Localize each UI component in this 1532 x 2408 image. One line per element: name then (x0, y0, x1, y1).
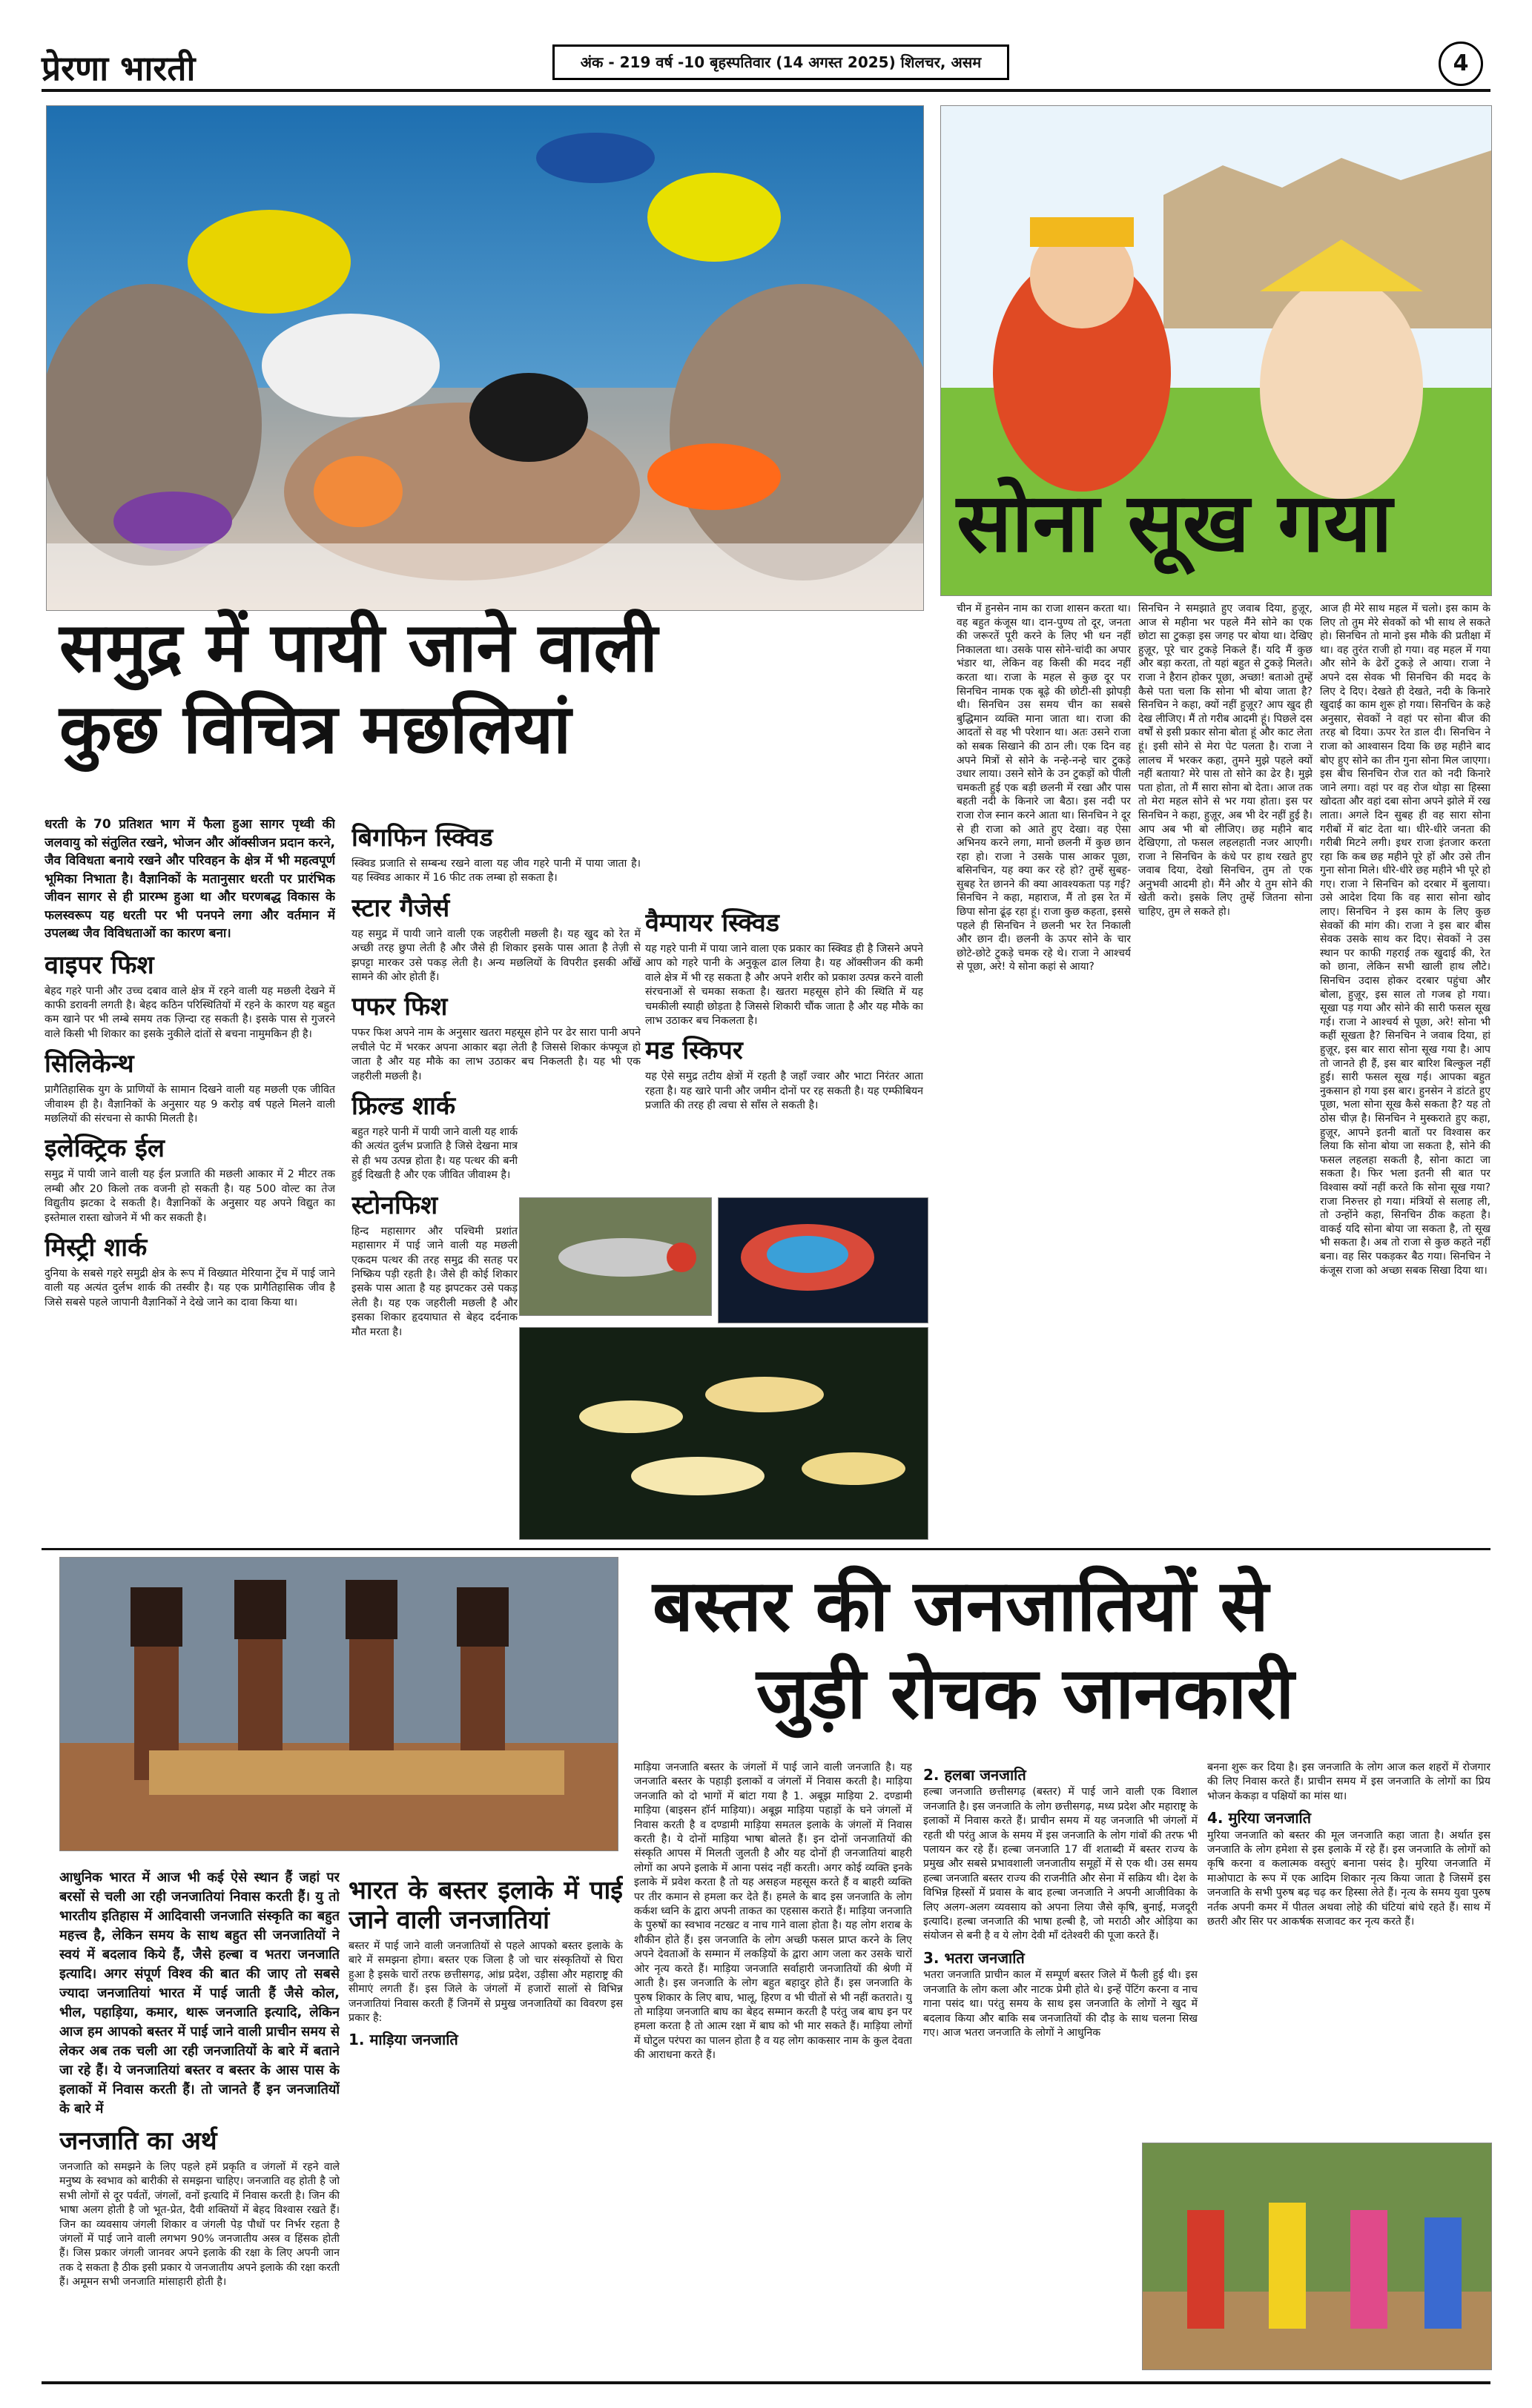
bastar-body: मुरिया जनजाति को बस्तर की मूल जनजाति कहा जाता है। अर्थात इस जनजाति के लोग हमेशा से इस इलाके में रहे हैं। इस जनजाति के लोगों को कृषि करना व कलात्मक वस्तुएं बनाना पसंद है। मुरिया जनजाति में माओपाटा के रूप में एक आदिम शिकार नृत्य किया जाता है जिसमें इस जनजाति के सभी पुरुष बढ़ चढ़ कर हिस्सा लेते हैं। नृत्य के समय युवा पुरुष नर्तक अपनी कमर में पीतल अथवा लोहे की घंटियां बांधे रहते हैं। साथ में छतरी और सिर पर आकर्षक सजावट कर नृत्य करते हैं। (1207, 1829, 1490, 1928)
gold-body: सिनचिन ने समझाते हुए जवाब दिया, हुज़ूर, आज से महीना भर पहले मैंने सोने का एक छोटा सा टुकड़ा इस जगह पर बोया था। देखिए हुज़ूर, पूरे चार टुकड़े निकले हैं। यदि मैं कुछ और बड़ा करता, तो यहां बहुत से टुकड़े मिलते। राजा ने हैरान होकर पूछा, अच्छा! बताओ तुम्हें कैसे पता चला कि सोना भी बोया जाता है? सिनचिन ने कहा, क्यों नहीं हुज़ूर? आप खुद ही देख लीजिए। मैं तो गरीब आदमी हूं। पिछले दस वर्षों से इसी प्रकार सोना बोता हूं और काट लेता हूं। इसी सोने से मेरा पेट पलता है। राजा ने लालच में भरकर कहा, तुमने मुझे पहले क्यों नहीं बताया? मेरे पास तो सोने का ढेर है। मुझे पता होता, तो मैं सारा सोना बो देता। आज तक तो मेरा महल सोने से भर गया होता। इस पर सिनचिन ने कहा, हुज़ूर, अब भी देर नहीं हुई है। आप अब भी बो लीजिए। छह महीने बाद देखिएगा, तो फसल लहलहाती नजर आएगी। राजा ने सिनचिन के कंधे पर हाथ रखते हुए जवाब दिया, देखो सिनचिन, तुम तो एक अनुभवी आदमी हो। मैंने और ये तुम सोने की खेती करो। इसके लिए तुम्हें जितना सोना चाहिए, तुम ले सकते हो। (1138, 603, 1313, 919)
fish-headline-line1: समुद्र में पायी जाने वाली (59, 608, 658, 687)
fish-section-title: मिस्ट्री शार्क (44, 1232, 148, 1263)
aquarium-illustration (47, 106, 923, 610)
fish-section-title: इलेक्ट्रिक ईल (44, 1134, 165, 1164)
spacer (645, 901, 923, 902)
tribal-dance-photo (59, 1557, 618, 1851)
tribal-festival-illustration (1143, 2143, 1491, 2369)
fish-section-body: यह गहरे पानी में पाया जाने वाला एक प्रकार का स्क्विड ही है जिसने अपने आप को गहरे पानी के अनुकूल ढाल लिया है। यह ऑक्सीजन की कमी वाले क्षेत्र में भी रह सकता है और अपने शरीर को प्रकाश उत्पन्न करने वाली संरचनाओं से चमका सकता है। खतरा महसूस होने की स्थिति में यह चमकीली स्याही छोड़ता है जिससे शिकारी चौंक जाता है और यह मौके का लाभ उठाकर बच निकलता है। (645, 943, 923, 1028)
fish-section-body: हिन्द महासागर और पश्चिमी प्रशांत महासागर में पाई जाने वाली यह मछली एकदम पत्थर की तरह समुद्र की सतह पर निष्क्रिय पड़ी रहती है। जैसे ही कोई शिकार इसके पास आता है यह झपटकर उसे पकड़ लेती है। यह एक जहरीली मछली है और इसका शिकार हृदयाघात से बेहद दर्दनाक मौत मरता है। (351, 1225, 518, 1338)
bastar-body: भतरा जनजाति प्राचीन काल में सम्पूर्ण बस्तर जिले में फैली हुई थी। इस जनजाति के लोग कला और नाटक प्रेमी होते थे। इन्हें पेंटिंग करना व नाच गाना पसंद था। परंतु समय के साथ इस जनजाति के लोगों ने खुद में बदलाव किया और बाकि सब जनजातियों की दौड़ के साथ चलना सिख गए। आज भतरा जनजाति के लोगों ने आधुनिक (923, 1969, 1198, 2039)
bastar-column-3 (634, 1761, 912, 2372)
aquarium-photo (46, 105, 924, 611)
spacer-2 (645, 1053, 923, 1054)
fish-section-title: फ्रिल्ड शार्क (351, 1091, 456, 1122)
fish-section-title: बिगफिन स्क्विड (351, 823, 493, 853)
bastar-body: जनजाति को समझने के लिए पहले हमें प्रकृति व जंगलों में रहने वाले मनुष्य के स्वभाव को बारीकी से समझना चाहिए। जनजाति वह होती है जो सभी लोगों से दूर पर्वतों, जंगलों, वनों इत्यादि में निवास करती है। जिन की भाषा अलग होती है जो भूत-प्रेत, दैवी शक्तियों में बेहद विश्वास रखते हैं। जिन का व्यवसाय जंगली शिकार व जंगली पेड़ पौधों पर निर्भर रहता है जंगलों में पाई जाने वाली लगभग 90% जनजातीय अस्त्र व हिंसक होती हैं। जिस प्रकार जंगली जानवर अपने इलाके की रक्षा के लिए अपनी जान तक दे सकता है ठीक इसी प्रकार ये जनजातीय अपने इलाके की रक्षा करती हैं। अमूमन सभी जनजाति मांसाहारी होती है। (59, 2161, 340, 2289)
fish-section-title: मड स्किपर (645, 1036, 743, 1066)
fish-photo-2 (718, 1197, 928, 1323)
fish-section-body: प्रागैतिहासिक युग के प्राणियों के सामान दिखने वाली यह मछली एक जीवित जीवाश्म ही है। वैज्ञानिकों के अनुसार यह 9 करोड़ वर्ष पहले मिलने वाली मछलियों की संरचना से काफी मिलती है। (44, 1084, 335, 1125)
fish-photo-3-illustration (520, 1328, 928, 1539)
halba-heading: 2. हलबा जनजाति (923, 1766, 1026, 1784)
fish-photo-1 (519, 1197, 712, 1316)
fish-section-title: स्टोनफिश (351, 1190, 438, 1220)
bastar-headline-line1: बस्तर की जनजातियों से (653, 1564, 1269, 1647)
bastar-column-2 (349, 1868, 623, 2372)
fish-section-body: स्क्विड प्रजाति से सम्बन्ध रखने वाला यह जीव गहरे पानी में पाया जाता है। यह स्क्विड आकार में 16 फीट तक लम्बा हो सकता है। (351, 858, 641, 884)
fish-photo-2-illustration (719, 1198, 928, 1323)
gold-column-2 (1138, 602, 1313, 1540)
fish-section-title: सिलिकेन्थ (44, 1049, 134, 1079)
bastar-subhead: भारत के बस्तर इलाके में पाई जाने वाली जनजातियां (349, 1876, 623, 1935)
fish-headline-line2: कुछ विचित्र मछलियां (59, 689, 572, 769)
gold-body: चीन में हुनसेन नाम का राजा शासन करता था। वह बहुत कंजूस था। दान-पुण्य तो दूर, जनता की जरूरतें पूरी करने के लिए भी धन नहीं निकालता था। उसके पास सोने-चांदी का अपार भंडार था, लेकिन वह किसी की मदद नहीं करता था। राजा के महल से कुछ दूर पर सिनचिन नामक एक बूढ़े की छोटी-सी झोपड़ी थी। सिनचिन उस समय चीन का सबसे बुद्धिमान व्यक्ति माना जाता था। राजा की आदतों से वह भी परेशान था। अतः उसने राजा को सबक सिखाने की ठान ली। एक दिन वह अपने मित्रों से सोने के नन्हे-नन्हे चार टुकड़े उधार लाया। उसने सोने के उन टुकड़ों को पीली चमकती हुई एक बड़ी छलनी में रखा और पास बहती नदी के किनारे जा बैठा। इस नदी पर राजा रोज स्नान करने आता था। सिनचिन ने दूर से ही राजा को आते हुए देखा। वह ऐसा अभिनय करने लगा, मानो छलनी में कुछ छान रहा हो। राजा ने उसके पास आकर पूछा, बसिनचिन, यह क्या कर रहे हो? तुम्हें सुबह-सुबह रेत छानने की क्या आवश्यकता पड़ गई? सिनचिन ने कहा, महाराज, मैं तो इस रेत में छिपा सोना ढूंढ़ रहा हूं। राजा कुछ कहता, इससे पहले ही सिनचिन ने छलनी भर रेत निकाली और छान दी। छलनी के ऊपर सोने के चार छोटे-छोटे टुकड़े चमक रहे थे। राजा ने आश्चर्य से पूछा, अरे! ये सोना कहां से आया? (957, 603, 1131, 973)
bastar-body: हल्बा जनजाति छत्तीसगढ़ (बस्तर) में पाई जाने वाली एक विशाल जनजाति है। इस जनजाति के लोग छत्तीसगढ़, मध्य प्रदेश और महाराष्ट्र के इलाकों में निवास करते हैं। प्राचीन समय में यह जनजाति भी जंगलों में रहती थी परंतु आज के समय में इस जनजाति के लोग गांवों की तरफ भी पलायन कर रहे हैं। हल्बा जनजाति 17 वीं शताब्दी में बस्तर राज्य के प्रमुख और सबसे प्रभावशाली जनजातीय समूहों में से एक थी। उस समय हल्बा जनजाति बस्तर राज्य की राजनीति और सेना में सक्रिय थी। देश के विभिन्न हिस्सों में प्रवास के बाद हल्बा जनजाति ने अपनी आजीविका के लिए अलग-अलग व्यवसाय को अपना लिया जैसे कृषि, बुनाई, मजदूरी इत्यादि। हल्बा जनजाति की भाषा हल्बी है, जो मराठी और ओड़िया का संयोजन से बनी है व ये लोग देवी माँ दंतेश्वरी की पूजा करते हैं। (923, 1786, 1198, 1942)
bastar-column-1 (59, 1868, 340, 2372)
section-divider (42, 1548, 1490, 1550)
bastar-lead: आधुनिक भारत में आज भी कई ऐसे स्थान हैं जहां पर बरसों से चली आ रही जनजातियां निवास करती हैं। यु तो भारतीय इतिहास में आदिवासी जनजाति संस्कृति का बहुत महत्त्व है, लेकिन समय के साथ बहुत सी जनजातियों ने स्वयं में बदलाव किये हैं, जैसे हल्बा व भतरा जनजाति इत्यादि। अगर संपूर्ण विश्व की बात की जाए तो सबसे ज्यादा जनजातियां भारत में पाई जाती हैं जैसे कोल, भील, पहाड़िया, कमार, थारू जनजाति इत्यादि, लेकिन आज हम आपको बस्तर में पाई जाने वाली प्राचीन समय से लेकर अब तक चली आ रही जनजातियों के बारे में बताने जा रहे हैं। ये जनजातियां बस्तर व बस्तर के आस पास के इलाकों में निवास करती हैं। तो जानते हैं इन जनजातियों के बारे में (59, 1870, 340, 2117)
fish-section-title: स्टार गैजेर्स (351, 893, 450, 923)
issue-info: अंक - 219 वर्ष -10 बृहस्पतिवार (14 अगस्त 2025) शिलचर, असम (552, 44, 1009, 80)
fish-section-body: समुद्र में पायी जाने वाली यह ईल प्रजाति की मछली आकार में 2 मीटर तक लम्बी और 20 किलो तक वजनी हो सकती है। यह 500 वोल्ट का तेज विद्युतीय झटका दे सकती है। वैज्ञानिकों के अनुसार यह अपने विद्युत का इस्तेमाल रास्ता खोजने में भी कर सकती है। (44, 1168, 335, 1224)
gold-body: आज ही मेरे साथ महल में चलो। इस काम के लिए तो तुम मेरे सेवकों को भी साथ ले सकते हो। सिनचिन तो मानो इस मौके की प्रतीक्षा में था। वह तुरंत राजी हो गया। वह महल में गया और सोने के ढेरों टुकड़े ले आया। राजा ने अपने दस सेवक भी सिनचिन की मदद के लिए दे दिए। देखते ही देखते, नदी के किनारे खुदाई का काम शुरू हो गया। सिनचिन के कहे अनुसार, सेवकों ने वहां पर सोना बीज की तरह बो दिया। ऊपर रेत डाल दी। सिनचिन ने राजा को आश्वासन दिया कि छह महीने बाद बोए हुए सोने का तीन गुना सोना मिल जाएगा। इस बीच सिनचिन रोज रात को नदी किनारे जाने लगा। वहां पर वह रोज थोड़ा सा हिस्सा खोदता और वहां दबा सोना अपने झोले में रख लाता। अगले दिन सुबह ही वह सारा सोना गरीबों में बांट देता था। धीरे-धीरे जनता की गरीबी मिटने लगी। इधर राजा इंतजार करता रहा कि कब छह महीने पूरे हों और उसे तीन गुना सोना मिले। धीरे-धीरे छह महीने भी पूरे हो गए। राजा ने सिनचिन को दरबार में बुलाया। उसे आदेश दिया कि वह सारा सोना खोद लाए। सिनचिन ने इस काम के लिए कुछ सेवकों की मांग की। राजा ने इस बार बीस सेवक उसके साथ कर दिए। सेवकों ने उस स्थान पर काफी गहराई तक खुदाई की, रेत को छाना, लेकिन सभी खाली हाथ लौटे। सिनचिन उदास होकर दरबार पहुंचा और बोला, हुज़ूर, इस साल तो गजब हो गया। सूखा पड़ गया और सोने की सारी फसल सूख गई। राजा ने आश्चर्य से पूछा, अरे! सोना भी कहीं सूखता है? सिनचिन ने जवाब दिया, हां हुज़ूर, इस बार सारा सोना सूख गया है। आप तो जानते ही हैं, इस बार बारिश बिल्कुल नहीं हुई। सारी फसल सूख गई। आपका बहुत नुकसान हो गया इस बार। हुनसेन ने डांटते हुए पूछा, भला सोना सूख कैसे सकता है? यह तो ठोस चीज़ है। सिनचिन ने मुस्कराते हुए कहा, हुज़ूर, आपने इतनी बातों पर विश्वास कर लिया कि सोना बोया जा सकता है, सोने की फसल लहलहा सकती है, सोना काटा जा सकता है। फिर भला इतनी सी बात पर विश्वास क्यों नहीं करते कि सोना सूख गया? राजा निरुत्तर हो गया। मंत्रियों से सलाह ली, तो उन्होंने कहा, सिनचिन ठीक कहता है। वाकई यदि सोना बोया जा सकता है, तो सूख भी सकता है। अब तो राजा से कुछ कहते नहीं बना। वह सिर पकड़कर बैठ गया। सिनचिन ने कंजूस राजा को अच्छा सबक सिखा दिया था। (1320, 603, 1490, 1277)
masthead-rule (42, 89, 1490, 92)
bastar-headline-line2: जुड़ी रोचक जानकारी (756, 1652, 1295, 1735)
fish-section-body: पफर फिश अपने नाम के अनुसार खतरा महसूस होने पर ढेर सारा पानी अपने लचीले पेट में भरकर अपना आकार बढ़ा लेती है जिससे शिकार कंफ्यूज हो जाता है और यह मौके का लाभ उठाकर बच निकलती है। यह भी एक जहरीली मछली है। (351, 1027, 641, 1082)
fish-section-title: पफर फिश (351, 992, 448, 1022)
footer-rule (42, 2381, 1490, 2384)
newspaper-title: प्रेरणा भारती (42, 48, 196, 88)
page-number: 4 (1439, 42, 1483, 86)
muriya-heading: 4. मुरिया जनजाति (1207, 1809, 1312, 1828)
bhatra-heading: 3. भतरा जनजाति (923, 1948, 1025, 1967)
fish-section-body: यह ऐसे समुद्र तटीय क्षेत्रों में रहती है जहाँ ज्वार और भाटा निरंतर आता रहता है। यह खारे पानी और जमीन दोनों पर रह सकती है। यह एम्फीबियन प्रजाति की तरह ही त्वचा से साँस ले सकती है। (645, 1071, 923, 1112)
fish-section-title: वैम्पायर स्क्विड (645, 908, 779, 938)
fish-section-title: वाइपर फिश (44, 950, 154, 980)
madiya-heading: 1. माड़िया जनजाति (349, 2031, 458, 2049)
gold-column-1 (957, 602, 1131, 1540)
bastar-body: बनना शुरू कर दिया है। इस जनजाति के लोग आज कल शहरों में रोजगार की लिए निवास करते हैं। प्राचीन समय में इस जनजाति के लोगों का प्रिय भोजन केकड़ा व पक्षियों का मांस था। (1207, 1762, 1490, 1802)
tribal-festival-photo (1142, 2143, 1492, 2370)
fish-photo-1-illustration (520, 1198, 711, 1315)
fish-section-body: दुनिया के सबसे गहरे समुद्री क्षेत्र के रूप में विख्यात मेरियाना ट्रेंच में पाई जाने वाली यह अत्यंत दुर्लभ शार्क की तस्वीर है। यह एक प्रागैतिहासिक जीव है जिसे सबसे पहले जापानी वैज्ञानिकों ने देखे जाने का दावा किया था। (44, 1267, 335, 1309)
bastar-subhead: जनजाति का अर्थ (59, 2126, 217, 2156)
fish-column-1 (44, 816, 335, 1538)
fish-photo-3 (519, 1327, 928, 1540)
bastar-body: बस्तर में पाई जाने वाली जनजातियों से पहले आपको बस्तर इलाके के बारे में समझना होगा। बस्तर एक जिला है जो चार संस्कृतियों से घिरा हुआ है इसके चारों तरफ छत्तीसगढ़, आंध्र प्रदेश, उड़ीसा और महाराष्ट्र की सीमाएं लगती हैं। इस जिले के जंगलों में हजारों सालों से विभिन्न जनजातियां निवास करती हैं जिनमें से प्रमुख जनजातियों का विवरण इस प्रकार है: (349, 1940, 623, 2025)
fish-section-body: बहुत गहरे पानी में पायी जाने वाली यह शार्क की अत्यंत दुर्लभ प्रजाति है जिसे देखना मात्र से ही भय उत्पन्न होता है। यह पत्थर की बनी हुई दिखती है और एक जीवित जीवाश्म है। (351, 1126, 518, 1182)
gold-story-headline: सोना सूख गया (957, 475, 1393, 570)
bastar-body: माड़िया जनजाति बस्तर के जंगलों में पाई जाने वाली जनजाति है। यह जनजाति बस्तर के पहाड़ी इलाकों व जंगलों में निवास करती है। माड़िया जनजाति को दो भागों में बांटा गया है 1. अबूझ माड़िया 2. दण्डामी माड़िया (बाइसन हॉर्न माड़िया)। अबूझ माड़िया पहाड़ों के घने जंगलों में निवास करती है व दण्डामी माड़िया समतल इलाके के जंगलों में निवास करती है। ये दोनों माड़िया भाषा बोलते हैं। इन दोनों जनजातियों की संस्कृति आपस में मिलती जुलती है और यह दोनों ही जनजातियां बाहरी लोगों का अपने इलाके में आना पसंद नहीं करती। अगर कोई व्यक्ति इनके इलाके में प्रवेश करता है तो यह असहज महसूस करते हैं व बाहरी व्यक्ति पर तीर कमान से हमला कर देते हैं। हमले के बाद इस जनजाति के लोग कर्कश ध्वनि के द्वारा अपनी ताकत का एहसास कराते हैं। माड़िया जनजाति के पुरुषों का स्वभाव नटखट व नाच गाने वाला होता है। यह लोग शराब के शौकीन होते हैं। इस जनजाति के लोग अच्छी फसल प्राप्त करने के लिए अपने देवताओं के सम्मान में लकड़ियों के द्वारा आग जला कर उसके चारों ओर नृत्य करते हैं। माड़िया जनजाति सर्वाहारी जनजातियों की श्रेणी में आती है। इस जनजाति के लोग बहुत बहादुर होते हैं। इस जनजाति के पुरुष शिकार के लिए बाघ, भालू, हिरण व भी चीतों से भी नहीं कतराते। यु तो माड़िया जनजाति बाघ का बेहद सम्मान करती है परंतु जब बाघ इन पर हमला करता है तो आत्म रक्षा में बाघ को भी मार सकते हैं। माड़िया लोगों में घोटुल परंपरा का पालन होता है व यह लोग काकसार नाम के कुल देवता की आराधना करते हैं। (634, 1762, 912, 2062)
bastar-column-5 (1207, 1761, 1490, 2146)
fish-column-3 (645, 901, 923, 1182)
fish-section-body: बेहद गहरे पानी और उच्च दबाव वाले क्षेत्र में रहने वाली यह मछली देखने में काफी डरावनी लगती है। बेहद कठिन परिस्थितियों में रहने के कारण यह बहुत कम खाने पर भी लम्बे समय तक ज़िन्दा रह सकती है। इसके पास से गुजरने वाले किसी भी शिकार का इसके नुकीले दांतों से बचना नामुमकिन ही है। (44, 985, 335, 1040)
gold-column-3 (1320, 602, 1490, 1540)
fish-section-body: यह समुद्र में पायी जाने वाली एक जहरीली मछली है। यह खुद को रेत में अच्छी तरह छुपा लेती है और जैसे ही शिकार इसके पास आता है तेज़ी से झपट्टा मारकर उसे पकड़ लेती है। अन्य मछलियों के विपरीत इसकी आँखें सामने की ओर होती हैं। (351, 927, 641, 984)
fish-intro: धरती के 70 प्रतिशत भाग में फैला हुआ सागर पृथ्वी की जलवायु को संतुलित रखने, भोजन और ऑक्सीजन प्रदान करने, जैव विविधता बनाये रखने और परिवहन के क्षेत्र में भी महत्वपूर्ण भूमिका निभाता है। वैज्ञानिकों के मतानुसार धरती पर प्रारंभिक जीवन सागर से ही प्रारम्भ हुआ था और घरणबद्ध विकास के फलस्वरूप यह धरती पर भी पनपने लगा और वर्तमान में उपलब्ध जैव विविधताओं का कारण बना। (44, 817, 335, 941)
tribal-dance-illustration (60, 1558, 618, 1850)
